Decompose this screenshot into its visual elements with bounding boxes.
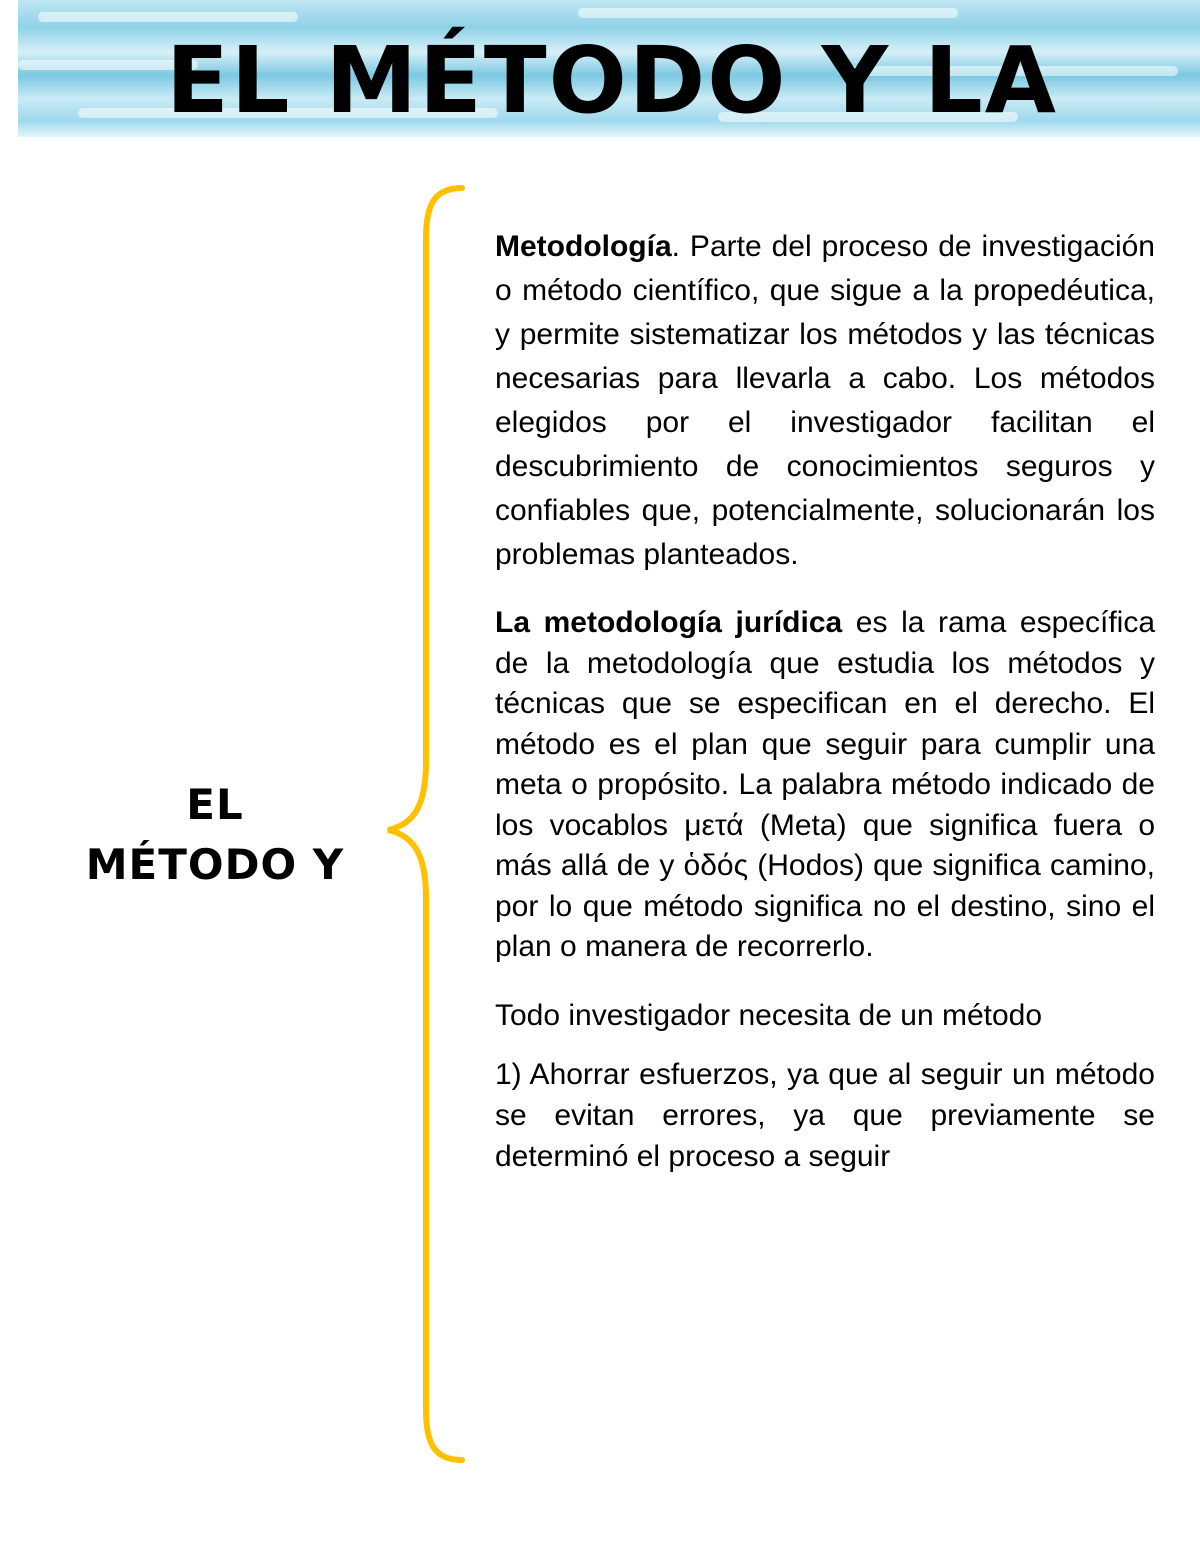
curly-brace	[380, 180, 480, 1470]
header-banner	[18, 0, 1200, 137]
paragraph-metodologia	[495, 225, 1155, 577]
term-metodologia-juridica: La metodología jurídica	[495, 606, 843, 639]
paragraph-metodologia-text: . Parte del proceso de investigación o método científico, que sigue a la propedéutica, y permite sistematizar los métodos y las técnicas necesarias para llevarla a cabo. Los métodos elegidos por el investigador facilitan el descubrimiento de conocimientos seguros y confiables que, potencialmente, solucionarán los problemas planteados.	[495, 230, 1155, 571]
main-text	[495, 225, 1155, 1203]
side-title	[40, 775, 390, 895]
paragraph-ahorrar-esfuerzos: 1) Ahorrar esfuerzos, ya que al seguir un método se evitan errores, ya que previamente se determinó el proceso a seguir	[495, 1057, 1155, 1173]
paragraph-metodologia-juridica	[495, 603, 1155, 968]
term-metodologia: Metodología	[495, 230, 672, 263]
page-title: EL MÉTODO Y LA	[166, 27, 1058, 134]
side-title-line-1: EL	[186, 780, 244, 829]
side-title-line-2: MÉTODO Y	[85, 840, 345, 889]
paragraph-metodologia-juridica-text: es la rama específica de la metodología que estudia los métodos y técnicas que se especifican en el derecho. El método es el plan que seguir para cumplir una meta o propósito. La palabra método indicado de los vocablos μετά (Meta) que significa fuera o más allá de y ὁδός (Hodos) que significa camino, por lo que método significa no el destino, sino el plan o manera de recorrerlo.	[495, 606, 1156, 963]
paragraph-investigador: Todo investigador necesita de un método	[495, 998, 1043, 1032]
